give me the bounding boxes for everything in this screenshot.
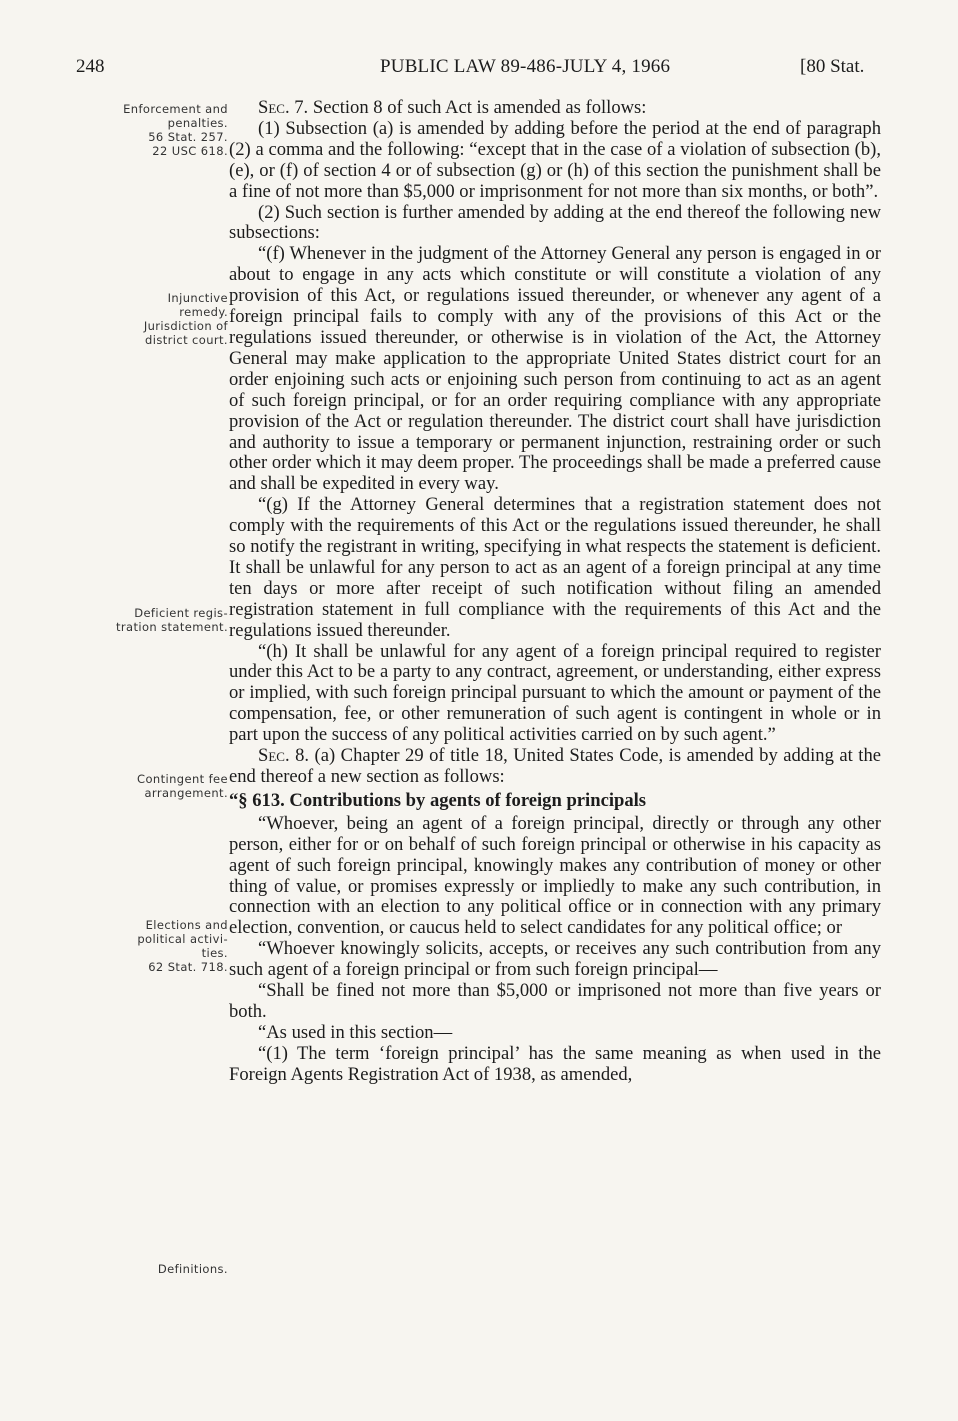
section-label: Sec. — [258, 97, 290, 118]
section-613-paragraph: “(1) The term ‘foreign principal’ has the same meaning as when used in the Foreign Agents Registration Act of 1938, as amended, — [229, 1042, 881, 1085]
section-label: Sec. — [258, 745, 290, 767]
margin-note-line: Injunctive — [167, 291, 228, 305]
section-7-intro — [229, 98, 881, 119]
margin-note-line: tration statement. — [115, 620, 228, 634]
margin-note-definitions — [68, 1262, 228, 1276]
subsection-f: “(f) Whenever in the judgment of the Attorney General any person is engaged in or about to engage in any acts which constitute or will constitute a violation of any provision of this Act, or regulations issued thereunder, or whenever any agent of a foreign principal fails to comply with any of the provisions of this Act or the regulations issued thereunder, or otherwise is in violation of the Act, the Attorney General may make application to the appropriate United States district court for an order enjoining such acts or enjoining such person from continuing to act as an agent of such foreign principal, or for an order requiring compliance with any appropriate provision of the Act or regulation thereunder. The district court shall have jurisdiction and authority to issue a temporary or permanent injunction, restraining order or such other order which it may deem proper. The proceedings shall be made a preferred cause and shall be expedited in every way. — [229, 243, 881, 495]
section-613-paragraph: “Whoever knowingly solicits, accepts, or receives any such contribution from any such agent of a foreign principal or from such foreign principal— — [229, 938, 881, 981]
volume-reference: [80 Stat. — [800, 56, 865, 77]
margin-note-line: arrangement. — [144, 786, 228, 800]
page-number: 248 — [76, 56, 105, 77]
margin-note-contingent — [68, 772, 228, 800]
section-613-paragraph: “As used in this section— — [258, 1021, 453, 1043]
section-8-intro — [229, 746, 881, 788]
margin-note-line: 62 Stat. 718. — [148, 960, 228, 974]
margin-note-line: district court. — [145, 333, 228, 347]
margin-note-line: political activi- — [137, 932, 228, 946]
subsection-h: “(h) It shall be unlawful for any agent of a foreign principal required to register under this Act to be a party to any contract, agreement, or understanding, either express or implied, with such foreign principal pursuant to which the amount or payment of the compensation, fee, or other remuneration of such agent is contingent in whole or in part upon the success of any political activities carried on by such agent.” — [229, 640, 881, 746]
subsection-g: “(g) If the Attorney General determines that a registration statement does not comply with the requirements of this Act or the regulations issued thereunder, he shall so notify the registrant in writing, specifying in what respects the statement is deficient. It shall be unlawful for any person to act as an agent of a foreign principal at any time ten days or more after receipt of such notification without filing an amended registration statement in full compliance with the requirements of this Act and the regulations issued thereunder. — [229, 494, 881, 641]
margin-note-line: ties. — [201, 946, 228, 960]
margin-note-enforcement — [68, 102, 228, 158]
margin-note-line: Definitions. — [157, 1262, 228, 1276]
margin-note-line: Jurisdiction of — [143, 319, 228, 333]
margin-note-line: Elections and — [145, 918, 228, 932]
section-8-text: 8. (a) Chapter 29 of title 18, United States Code, is amended by adding at the end thereof a new section as follows: — [229, 745, 881, 787]
paragraph-1: (1) Subsection (a) is amended by adding before the period at the end of paragraph (2) a comma and the following: “except that in the case of a violation of subsection (b), (e), or (f) of section 4 or of subsection (g) or (h) of this section the punishment shall be a fine of not more than $5,000 or imprisonment for not more than six months, or both”. — [229, 117, 881, 202]
section-613-heading: “§ 613. Contributions by agents of foreign principals — [229, 789, 647, 811]
margin-note-injunctive — [68, 291, 228, 347]
margin-note-line: 22 USC 618. — [152, 144, 228, 158]
margin-note-line: Enforcement and — [123, 102, 228, 116]
margin-note-elections — [68, 918, 228, 974]
page-title: PUBLIC LAW 89-486-JULY 4, 1966 — [380, 56, 671, 77]
margin-note-line: 56 Stat. 257. — [148, 130, 228, 144]
statute-text — [229, 98, 881, 1086]
margin-note-line: penalties. — [167, 116, 228, 130]
margin-note-line: Contingent fee — [137, 772, 228, 786]
margin-note-deficient — [68, 606, 228, 634]
section-613-paragraph: “Whoever, being an agent of a foreign principal, directly or through any other person, either for or on behalf of such foreign principal or otherwise in his capacity as agent of such foreign principal, knowingly makes any contribution of money or other thing of value, or promises expressly or impliedly to make any such contribution, in connection with an election to any political office or in connection with any primary election, convention, or caucus held to select candidates for any political office; or — [229, 812, 881, 939]
paragraph-2: (2) Such section is further amended by adding at the end thereof the following new subsections: — [229, 201, 881, 244]
section-613-paragraph: “Shall be fined not more than $5,000 or imprisoned not more than five years or both. — [229, 980, 881, 1022]
margin-note-line: remedy. — [179, 305, 228, 319]
section-7-text: 7. Section 8 of such Act is amended as follows: — [289, 97, 647, 118]
margin-note-line: Deficient regis- — [134, 606, 228, 620]
